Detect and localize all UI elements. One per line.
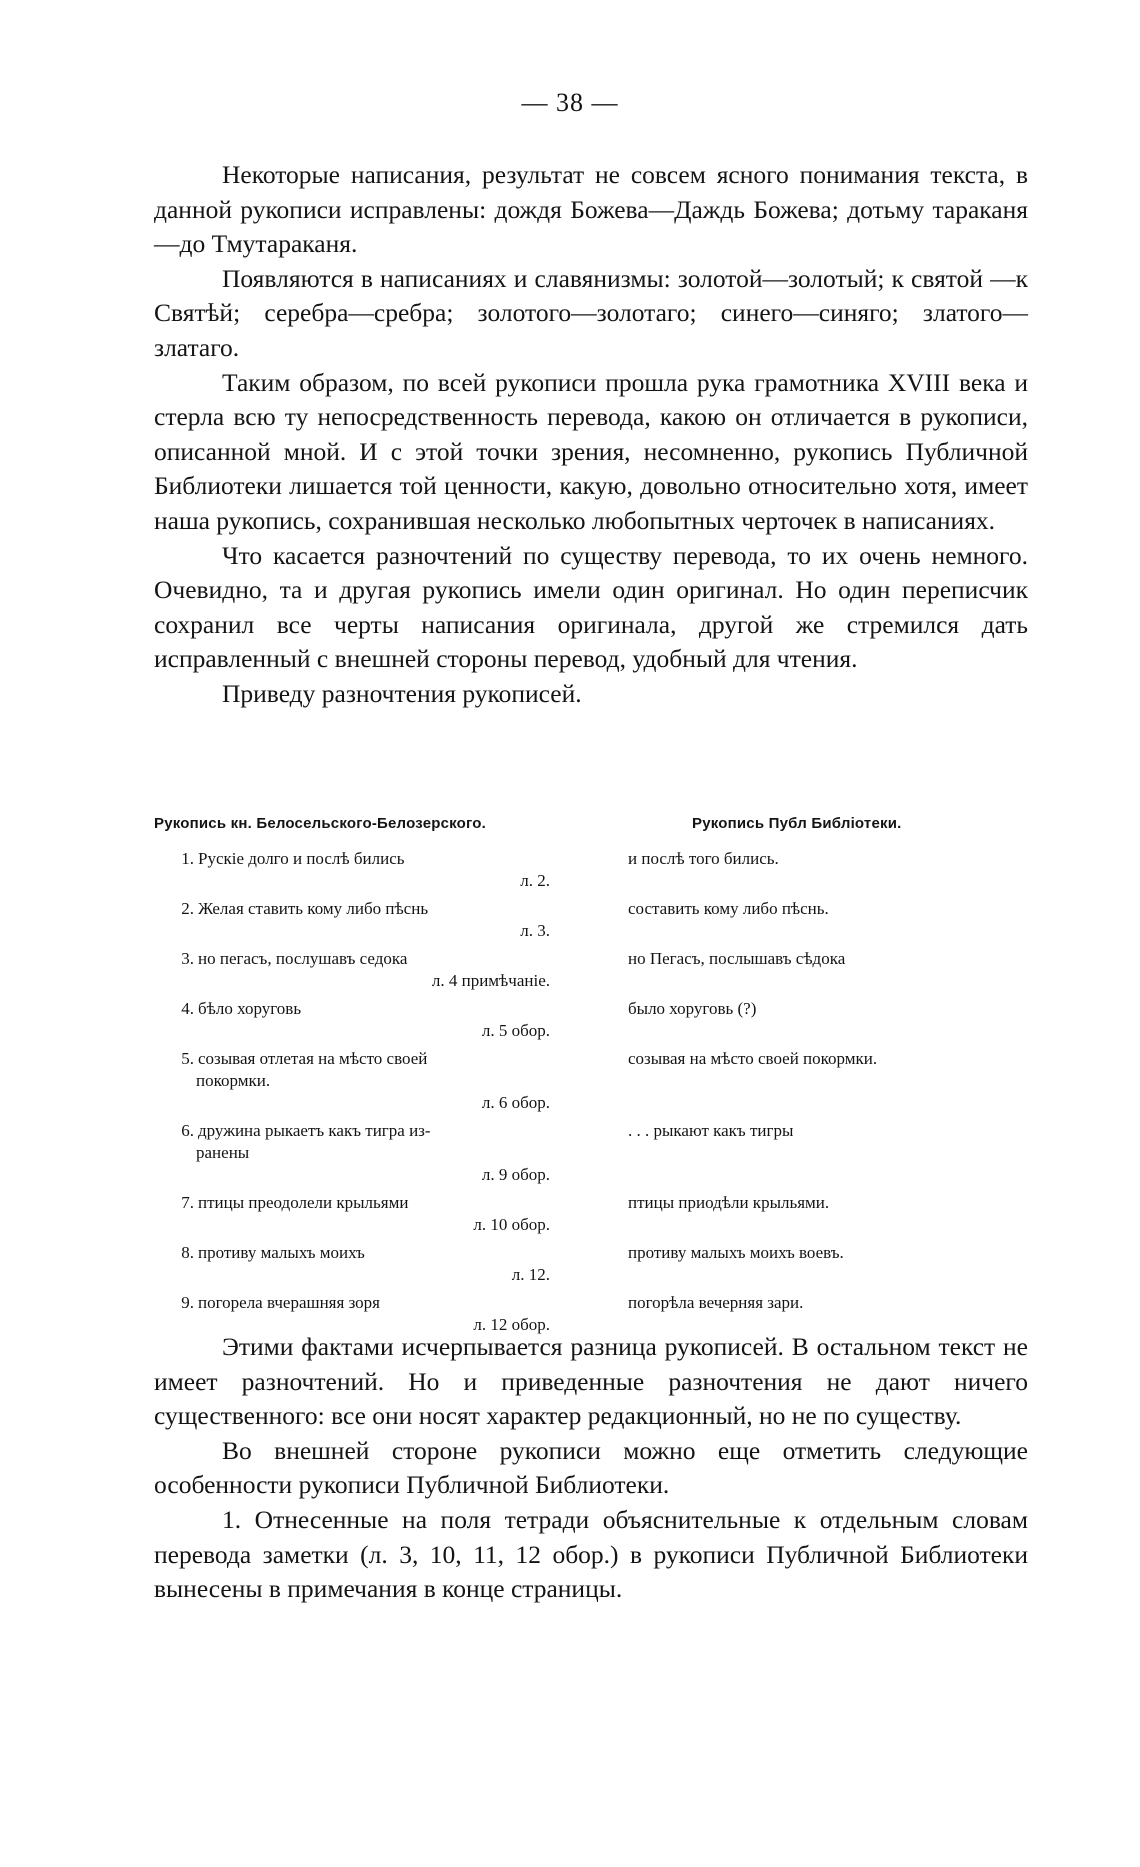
row-number: 8. xyxy=(181,1243,194,1262)
table-row xyxy=(181,1048,1036,1114)
right-variant: созывая на мѣсто своей покормки. xyxy=(628,1049,878,1068)
right-variant: птицы приодѣли крыльями. xyxy=(628,1193,830,1212)
folio-ref: л. 12 обор. xyxy=(473,1315,550,1334)
row-number: 2. xyxy=(181,899,194,918)
folio-ref: л. 3. xyxy=(520,921,550,940)
table-row xyxy=(181,898,1036,942)
right-variant: погорѣла вечерняя зари. xyxy=(628,1293,804,1312)
left-variant-continuation: покормки. xyxy=(196,1071,271,1090)
right-variant: и послѣ того бились. xyxy=(628,849,779,868)
right-column-header: Рукопись Публ Библіотеки. xyxy=(692,815,902,832)
right-variant: было хоруговь (?) xyxy=(628,999,757,1018)
table-row xyxy=(181,1192,1036,1236)
left-variant xyxy=(181,1242,568,1286)
folio-ref: л. 6 обор. xyxy=(481,1093,550,1112)
main-text-top xyxy=(154,158,1028,712)
left-variant-text: погорела вчерашняя зоря xyxy=(198,1293,381,1312)
variants-table xyxy=(181,848,1036,1342)
table-row xyxy=(181,848,1036,892)
right-variant: . . . рыкают какъ тигры xyxy=(628,1121,794,1140)
left-variant xyxy=(181,898,568,942)
table-row xyxy=(181,948,1036,992)
left-variant xyxy=(181,948,568,992)
row-number: 6. xyxy=(181,1121,194,1140)
right-variant: но Пегасъ, послышавъ сѣдока xyxy=(628,949,846,968)
left-variant-text: созывая отлетая на мѣсто своей xyxy=(198,1049,428,1068)
right-variant: составить кому либо пѣснь. xyxy=(628,899,829,918)
row-number: 5. xyxy=(181,1049,194,1068)
paragraph: Что касается разночтений по существу перевода, то их очень немного. Очевидно, та и другая рукопись имели один оригинал. Но один переписчик сохранил все черты написания оригинала, другой же стремился дать исправленный с внешней стороны перевод, удобный для чтения. xyxy=(154,540,1028,674)
left-variant xyxy=(181,1120,568,1186)
table-row xyxy=(181,998,1036,1042)
left-variant xyxy=(181,1048,568,1114)
paragraph: Во внешней стороне рукописи можно еще отметить следующие особенности рукописи Публичной Библиотеки. xyxy=(154,1435,1028,1500)
table-row xyxy=(181,1120,1036,1186)
paragraph: Таким образом, по всей рукописи прошла рука грамотника XVIII века и стерла всю ту непосредственность перевода, какою он отличается в рукописи, описанной мной. И с этой точки зрения, несомненно, рукопись Публичной Библиотеки лишается той ценности, какую, довольно относительно хотя, имеет наша рукопись, сохранившая несколько любопытных черточек в написаниях. xyxy=(154,367,1028,535)
row-number: 9. xyxy=(181,1293,194,1312)
folio-ref: л. 2. xyxy=(520,871,550,890)
left-variant xyxy=(181,1192,568,1236)
paragraph: Появляются в написаниях и славянизмы: золотой—золотый; к святой —к Святѣй; серебра—сребра; золотого—золотаго; синего—синяго; златого—златаго. xyxy=(154,263,1028,362)
row-number: 3. xyxy=(181,949,194,968)
row-number: 4. xyxy=(181,999,194,1018)
paragraph: Этими фактами исчерпывается разница рукописей. В остальном текст не имеет разночтений. Но и приведенные разночтения не дают ничего существенного: все они носят характер редакционный, но не по существу. xyxy=(154,1332,1028,1431)
left-variant-text: бѣло хоруговь xyxy=(198,999,302,1018)
right-variant: противу малыхъ моихъ воевъ. xyxy=(628,1243,844,1262)
paragraph: Некоторые написания, результат не совсем ясного понимания текста, в данной рукописи исправлены: дождя Божева—Даждь Божева; дотьму тараканя—до Тмутараканя. xyxy=(154,160,1028,259)
row-number: 7. xyxy=(181,1193,194,1212)
left-variant xyxy=(181,998,568,1042)
table-row xyxy=(181,1242,1036,1286)
left-column-header: Рукопись кн. Белосельского-Белозерского. xyxy=(154,815,486,832)
folio-ref: л. 5 обор. xyxy=(481,1021,550,1040)
left-variant-text: Рускіе долго и послѣ бились xyxy=(198,849,405,868)
left-variant-text: но пегасъ, послушавъ седока xyxy=(198,949,408,968)
folio-ref: л. 4 примѣчаніе. xyxy=(431,971,550,990)
paragraph: Приведу разночтения рукописей. xyxy=(222,678,582,708)
left-variant-text: птицы преодолели крыльями xyxy=(198,1193,409,1212)
folio-ref: л. 9 обор. xyxy=(481,1165,550,1184)
paragraph: 1. Отнесенные на поля тетради объяснительные к отдельным словам перевода заметки (л. 3, 10, 11, 12 обор.) в рукописи Публичной Библиотеки вынесены в примечания в конце страницы. xyxy=(154,1504,1028,1604)
folio-ref: л. 10 обор. xyxy=(473,1215,550,1234)
left-variant-text: Желая ставить кому либо пѣснь xyxy=(198,899,429,918)
main-text-bottom xyxy=(154,1330,1028,1607)
left-variant-text: дружина рыкаетъ какъ тигра из- xyxy=(198,1121,431,1140)
left-variant-continuation: ранены xyxy=(196,1143,250,1162)
folio-ref: л. 12. xyxy=(511,1265,550,1284)
left-variant-text: противу малыхъ моихъ xyxy=(198,1243,365,1262)
row-number: 1. xyxy=(181,849,194,868)
page-number: — 38 — xyxy=(521,88,619,117)
left-variant xyxy=(181,848,568,892)
